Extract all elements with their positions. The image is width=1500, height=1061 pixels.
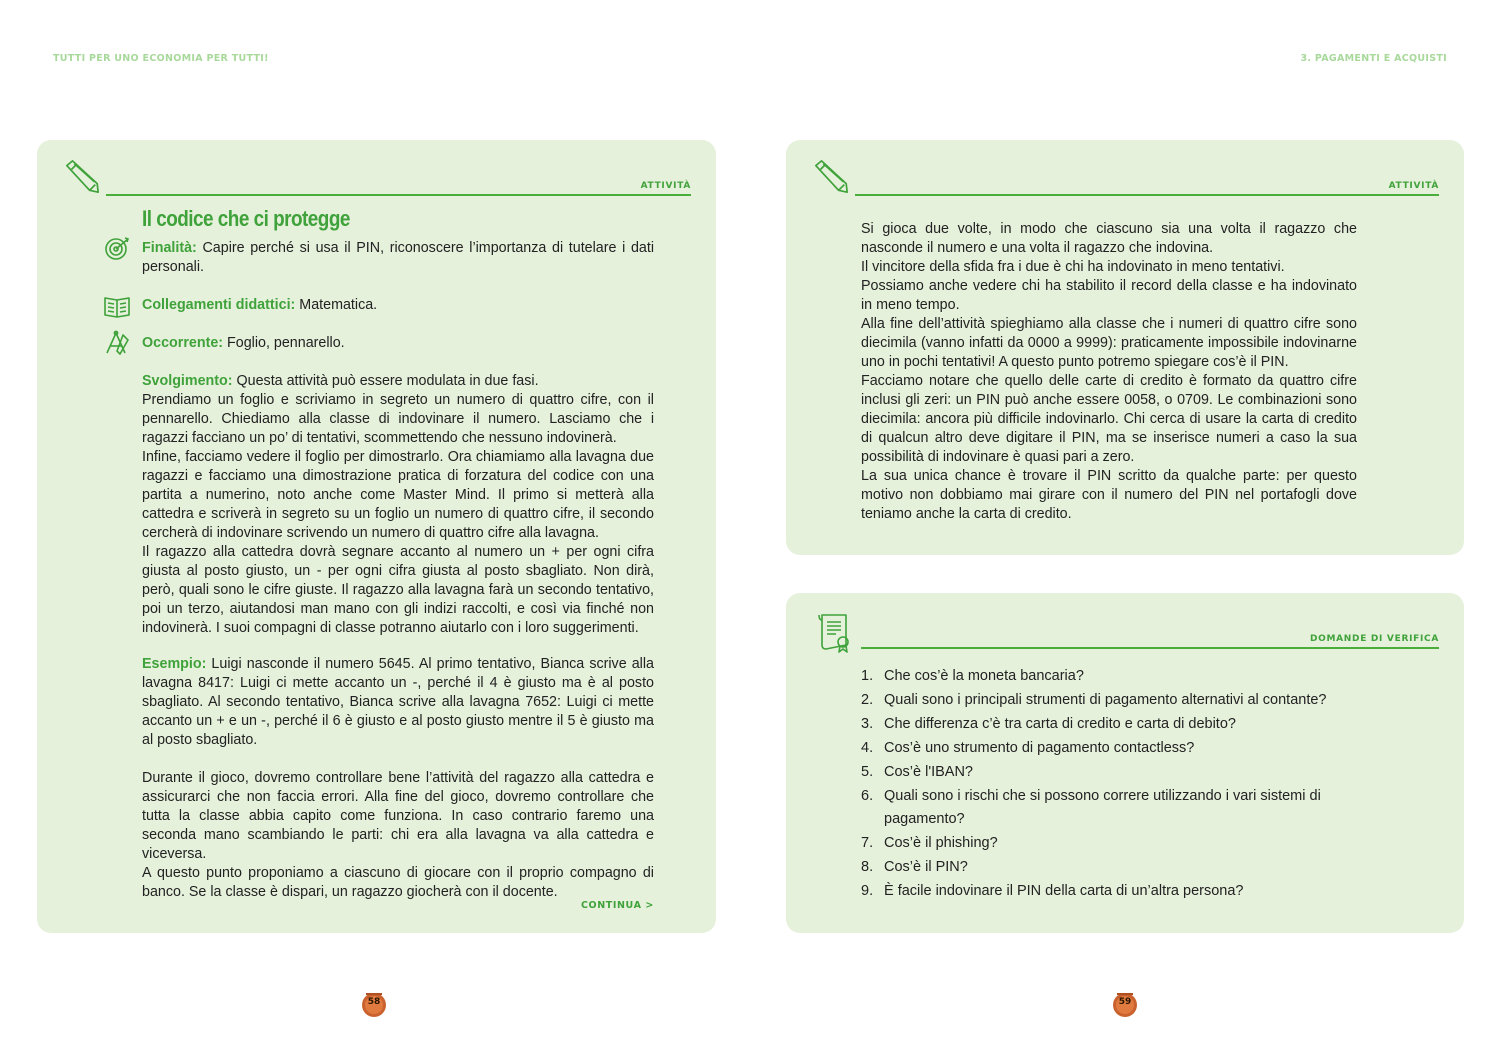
svolgimento-para-1: Prendiamo un foglio e scriviamo in segreto un numero di quattro cifre, con il pennarello. Chiediamo alla classe di indovinare il numero. Lasciamo che i ragazzi facciano un po’ di tentativi, scommettendo che nessuno indovinerà. bbox=[142, 392, 654, 446]
question-text: Quali sono i principali strumenti di pagamento alternativi al contante? bbox=[884, 692, 1327, 708]
closing-para-2: A questo punto proponiamo a ciascuno di giocare con il proprio compagno di banco. Se la classe è dispari, un ragazzo giocherà con il docente. bbox=[142, 865, 654, 900]
list-item bbox=[861, 832, 1376, 855]
occorrente-text: Foglio, pennarello. bbox=[223, 335, 345, 351]
page-number-text: 59 bbox=[1118, 997, 1132, 1007]
svolgimento-text: Questa attività può essere modulata in due fasi. bbox=[232, 373, 539, 389]
collegamenti-block bbox=[142, 296, 654, 315]
question-text: Che differenza c’è tra carta di credito e carta di debito? bbox=[884, 716, 1236, 732]
book-icon bbox=[103, 292, 131, 320]
activity-card-left bbox=[37, 140, 716, 933]
question-number: 4. bbox=[861, 740, 874, 756]
questions-card bbox=[786, 593, 1464, 933]
list-item bbox=[861, 880, 1376, 903]
scroll-certificate-icon bbox=[816, 611, 854, 653]
svolgimento-label: Svolgimento: bbox=[142, 373, 233, 389]
card-label: ATTIVITÀ bbox=[640, 181, 691, 191]
list-item bbox=[861, 737, 1376, 760]
page-number-text: 58 bbox=[367, 997, 381, 1007]
header-rule bbox=[106, 194, 691, 196]
running-head-right: 3. PAGAMENTI E ACQUISTI bbox=[1300, 53, 1447, 64]
list-item bbox=[861, 665, 1376, 688]
collegamenti-label: Collegamenti didattici: bbox=[142, 297, 296, 313]
question-number: 9. bbox=[861, 883, 874, 899]
activity-card-right bbox=[786, 140, 1464, 555]
running-head-left: TUTTI PER UNO ECONOMIA PER TUTTI! bbox=[53, 53, 269, 64]
card-label: ATTIVITÀ bbox=[1388, 181, 1439, 191]
question-text: Quali sono i rischi che si possono correre utilizzando i vari sistemi di pagamento? bbox=[884, 788, 1321, 827]
card-header bbox=[861, 609, 1439, 649]
occorrente-label: Occorrente: bbox=[142, 335, 224, 351]
question-number: 7. bbox=[861, 835, 874, 851]
pencil-icon bbox=[63, 158, 101, 196]
svolgimento-para-3: Il ragazzo alla cattedra dovrà segnare accanto al numero un + per ogni cifra giusta al posto giusto, un - per ogni cifra giusta al posto sbagliato. Non dirà, però, quali sono le cifre giuste. Il ragazzo alla lavagna farà un secondo tentativo, poi un terzo, aiutandosi man mano con gli indizi raccolti, e così via finché non indovinerà. I suoi compagni di classe potranno aiutarlo con i loro suggerimenti. bbox=[142, 544, 654, 636]
right-para-4: Alla fine dell’attività spieghiamo alla classe che i numeri di quattro cifre sono diecimila (vanno infatti da 0000 a 9999): praticamente impossibile indovinarne uno in pochi tentativi! A questo punto potremo spiegare cos’è il PIN. bbox=[861, 316, 1357, 370]
question-number: 6. bbox=[861, 788, 874, 804]
right-para-3: Possiamo anche vedere chi ha stabilito il record della classe e ha indovinato in meno tempo. bbox=[861, 278, 1357, 313]
card-header bbox=[106, 156, 691, 196]
svolgimento-block bbox=[142, 372, 654, 638]
activity-title: Il codice che ci protegge bbox=[142, 206, 350, 231]
finalita-text: Capire perché si usa il PIN, riconoscere l’importanza di tutelare i dati personali. bbox=[142, 240, 654, 275]
list-item bbox=[861, 713, 1376, 736]
question-text: Cos’è il phishing? bbox=[884, 835, 998, 851]
svolgimento-para-2: Infine, facciamo vedere il foglio per dimostrarlo. Ora chiamiamo alla lavagna due ragazzi e facciamo una dimostrazione pratica di forzatura del codice con una partita a numerino, noto anche come Master Mind. Il primo si metterà alla cattedra e scriverà in segreto su un foglio un numero di quattro cifre, il secondo cercherà di indovinare scrivendo un numero di quattro cifre alla lavagna. bbox=[142, 449, 654, 541]
esempio-label: Esempio: bbox=[142, 656, 207, 672]
card-header bbox=[855, 156, 1439, 196]
finalita-label: Finalità: bbox=[142, 240, 197, 256]
question-number: 5. bbox=[861, 764, 874, 780]
header-rule bbox=[855, 194, 1439, 196]
page-number-left bbox=[361, 990, 387, 1018]
question-number: 8. bbox=[861, 859, 874, 875]
right-para-6: La sua unica chance è trovare il PIN scritto da qualche parte: per questo motivo non dobbiamo mai girare con il numero del PIN nel portafogli dove teniamo anche la carta di credito. bbox=[861, 468, 1357, 522]
page-number-right bbox=[1112, 990, 1138, 1018]
continue-link[interactable]: CONTINUA > bbox=[580, 900, 654, 911]
target-icon bbox=[103, 235, 131, 263]
closing-block bbox=[142, 769, 654, 902]
closing-para-1: Durante il gioco, dovremo controllare bene l’attività del ragazzo alla cattedra e assicurarci che non faccia errori. Alla fine del gioco, dovremo controllare che tutta la classe abbia capito come funziona. In caso contrario faremo una seconda mano scambiando le parti: chi era alla lavagna va alla cattedra e viceversa. bbox=[142, 770, 654, 862]
question-text: Cos’è uno strumento di pagamento contactless? bbox=[884, 740, 1195, 756]
question-number: 2. bbox=[861, 692, 874, 708]
collegamenti-text: Matematica. bbox=[295, 297, 378, 313]
continued-activity-text bbox=[861, 220, 1357, 524]
question-text: Cos’è il PIN? bbox=[884, 859, 968, 875]
esempio-text: Luigi nasconde il numero 5645. Al primo tentativo, Bianca scrive alla lavagna 8417: Luigi ci mette accanto un -, perché il 4 è giusto ma è al posto sbagliato. Al secondo tentativo, Bianca scrive alla lavagna 7652: Luigi ci mette accanto un + e un -, perché il 6 è giusto e al posto giusto mentre il 5 è giusto ma al posto sbagliato. bbox=[142, 656, 654, 748]
questions-list bbox=[861, 665, 1376, 904]
question-text: È facile indovinare il PIN della carta di un’altra persona? bbox=[884, 883, 1244, 899]
question-text: Che cos’è la moneta bancaria? bbox=[884, 668, 1084, 684]
header-rule bbox=[861, 647, 1439, 649]
right-para-2: Il vincitore della sfida fra i due è chi ha indovinato in meno tentativi. bbox=[861, 259, 1285, 275]
list-item bbox=[861, 856, 1376, 879]
finalita-block bbox=[142, 239, 654, 277]
question-number: 3. bbox=[861, 716, 874, 732]
card-label: DOMANDE DI VERIFICA bbox=[1309, 634, 1439, 644]
esempio-block bbox=[142, 655, 654, 750]
right-para-1: Si gioca due volte, in modo che ciascuno sia una volta il ragazzo che nasconde il numero e una volta il ragazzo che indovina. bbox=[861, 221, 1357, 256]
question-number: 1. bbox=[861, 668, 874, 684]
occorrente-block bbox=[142, 334, 654, 353]
pencil-icon bbox=[812, 158, 850, 196]
list-item bbox=[861, 689, 1376, 712]
list-item bbox=[861, 785, 1376, 831]
tools-icon bbox=[103, 329, 131, 357]
question-text: Cos’è l'IBAN? bbox=[884, 764, 973, 780]
list-item bbox=[861, 761, 1376, 784]
right-para-5: Facciamo notare che quello delle carte di credito è formato da quattro cifre inclusi gli zeri: un PIN può anche essere 0058, o 0709. Le combinazioni sono diecimila: ancora più difficile indovinarlo. Chi cerca di usare la carta di credito di qualcun altro deve digitare il PIN, ma se inserisce numeri a caso la sua possibilità di indovinare è quasi pari a zero. bbox=[861, 373, 1357, 465]
